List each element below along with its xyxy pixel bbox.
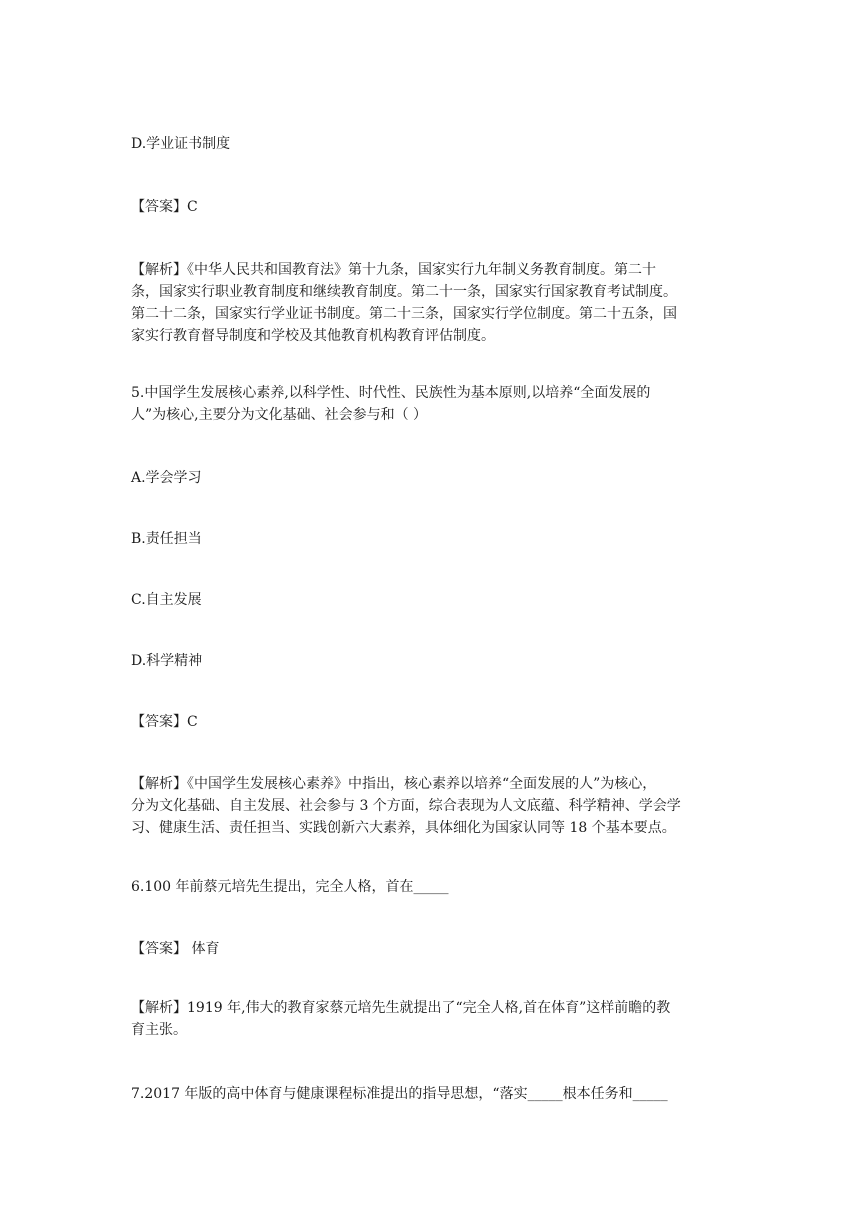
q4-analysis-line: 【解析】《中华人民共和国教育法》第十九条，国家实行九年制义务教育制度。第二十 <box>131 262 656 278</box>
q5-question <box>131 382 737 426</box>
q4-analysis <box>131 259 737 347</box>
q4-analysis-line: 条，国家实行职业教育制度和继续教育制度。第二十一条，国家实行国家教育考试制度。 <box>131 284 677 300</box>
q4-analysis-line: 家实行教育督导制度和学校及其他教育机构教育评估制度。 <box>131 328 495 344</box>
q4-option-d: D.学业证书制度 <box>131 136 231 152</box>
q5-option-b: B.责任担当 <box>131 531 202 547</box>
q5-answer: 【答案】C <box>131 714 198 730</box>
q4-answer: 【答案】C <box>131 199 198 215</box>
q5-option-d: D.科学精神 <box>131 653 203 669</box>
q5-analysis-line: 【解析】《中国学生发展核心素养》中指出，核心素养以培养“全面发展的人”为核心， <box>131 776 657 792</box>
q6-analysis-line: 【解析】1919 年,伟大的教育家蔡元培先生就提出了“完全人格,首在体育”这样前瞻的教 <box>131 1000 671 1016</box>
q5-analysis <box>131 773 737 839</box>
q4-analysis-line: 第二十二条，国家实行学业证书制度。第二十三条，国家实行学位制度。第二十五条，国 <box>131 306 677 322</box>
q6-answer: 【答案】 体育 <box>131 941 220 957</box>
q5-option-c: C.自主发展 <box>131 592 202 608</box>
q5-analysis-line: 习、健康生活、责任担当、实践创新六大素养，具体细化为国家认同等 18 个基本要点。 <box>131 820 676 836</box>
q5-analysis-line: 分为文化基础、自主发展、社会参与 3 个方面，综合表现为人文底蕴、科学精神、学会学 <box>131 798 681 814</box>
q6-analysis <box>131 997 737 1041</box>
q6-analysis-line: 育主张。 <box>131 1022 187 1038</box>
q7-question: 7.2017 年版的高中体育与健康课程标准提出的指导思想，“落实_____根本任务和_____ <box>131 1086 668 1102</box>
q6-question: 6.100 年前蔡元培先生提出，完全人格，首在_____ <box>131 879 449 895</box>
q5-question-line: 人”为核心,主要分为文化基础、社会参与和（ ） <box>131 407 428 423</box>
q5-option-a: A.学会学习 <box>131 470 202 486</box>
q5-question-line: 5.中国学生发展核心素养,以科学性、时代性、民族性为基本原则,以培养“全面发展的 <box>131 385 651 401</box>
